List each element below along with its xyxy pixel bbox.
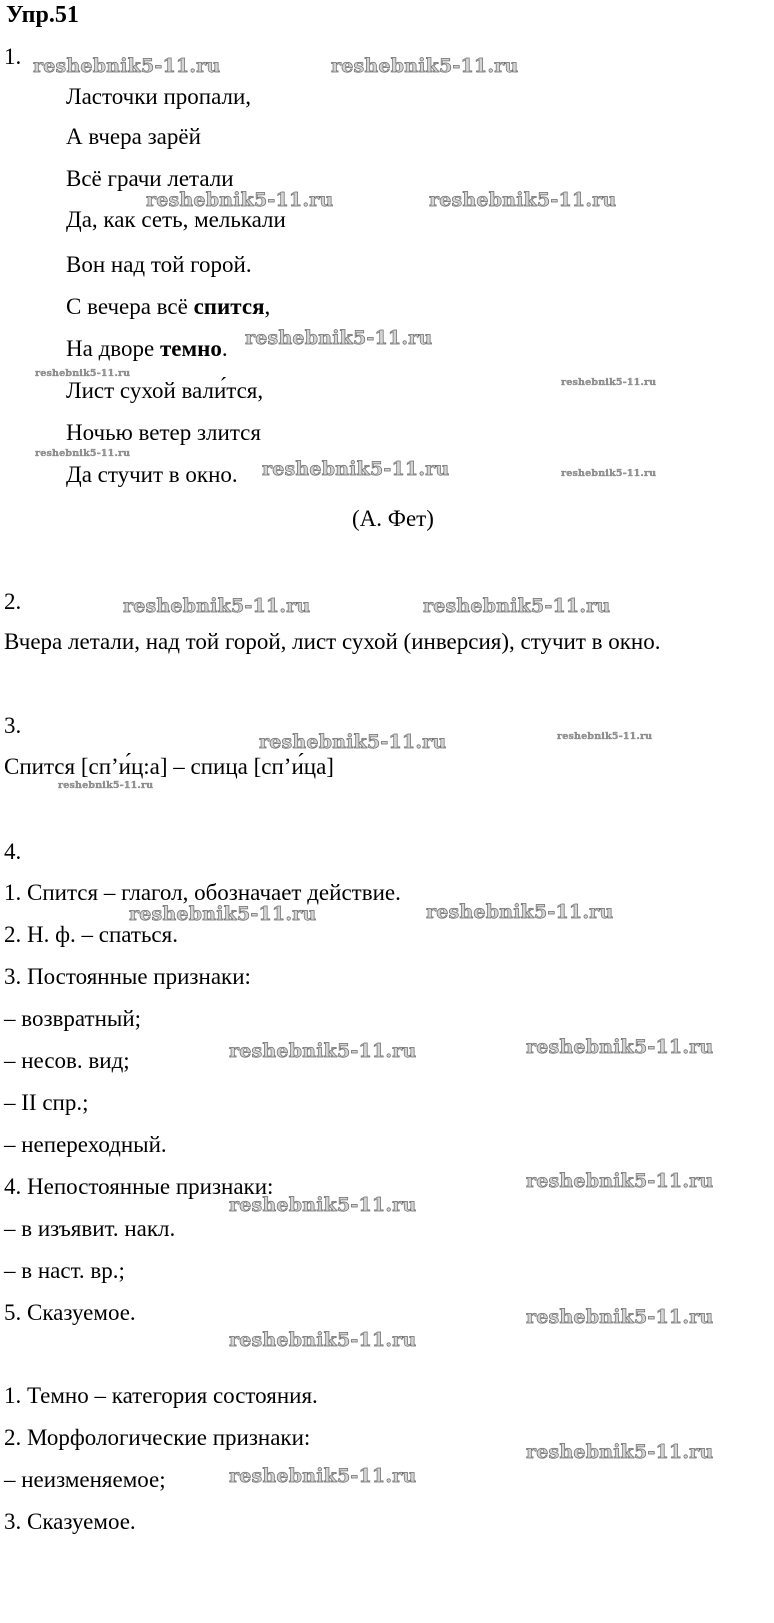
watermark: reshebnik5-11.ru: [526, 1170, 714, 1192]
poem-line: Ласточки пропали,: [66, 84, 252, 109]
watermark: reshebnik5-11.ru: [262, 458, 450, 480]
list-item: 3. Постоянные признаки:: [4, 964, 251, 989]
list-item: 2. Морфологические признаки:: [4, 1425, 311, 1450]
watermark: reshebnik5-11.ru: [331, 55, 519, 77]
list-item: – неизменяемое;: [4, 1467, 166, 1492]
section-3-number: 3.: [4, 713, 22, 738]
watermark: reshebnik5-11.ru: [561, 468, 657, 479]
list-item: 1. Темно – категория состояния.: [4, 1383, 318, 1408]
poem-line: Да, как сеть, мелькали: [66, 207, 286, 232]
watermark: reshebnik5-11.ru: [526, 1306, 714, 1328]
list-item: – II спр.;: [4, 1090, 89, 1115]
watermark: reshebnik5-11.ru: [557, 731, 653, 742]
list-item: – несов. вид;: [4, 1048, 130, 1073]
poem-line: Лист сухой вали́тся,: [66, 378, 264, 403]
watermark: reshebnik5-11.ru: [229, 1194, 417, 1216]
list-item: – в наст. вр.;: [4, 1258, 125, 1283]
watermark: reshebnik5-11.ru: [561, 377, 657, 388]
section-1-number: 1.: [4, 44, 22, 69]
list-item: – в изъявит. накл.: [4, 1216, 176, 1241]
list-item: – возвратный;: [4, 1006, 142, 1031]
section-4-number: 4.: [4, 839, 22, 864]
watermark: reshebnik5-11.ru: [33, 55, 221, 77]
section-2-text: Вчера летали, над той горой, лист сухой (инверсия), стучит в окно.: [4, 629, 661, 654]
list-item: 4. Непостоянные признаки:: [4, 1174, 274, 1199]
poem-line: А вчера зарёй: [66, 124, 201, 149]
list-item: 2. Н. ф. – спаться.: [4, 922, 178, 947]
section-2-number: 2.: [4, 589, 22, 614]
watermark: reshebnik5-11.ru: [526, 1036, 714, 1058]
poem-line: Ночью ветер злится: [66, 420, 261, 445]
poem-line: Вон над той горой.: [66, 252, 252, 277]
watermark: reshebnik5-11.ru: [146, 189, 334, 211]
poem-line: Всё грачи летали: [66, 166, 234, 191]
watermark: reshebnik5-11.ru: [123, 595, 311, 617]
section-3-text: Спится [сп’и́ц:а] – спица [сп’и́ца]: [4, 754, 334, 779]
watermark: reshebnik5-11.ru: [423, 595, 611, 617]
watermark: reshebnik5-11.ru: [229, 1465, 417, 1487]
list-item: – непереходный.: [4, 1132, 167, 1157]
watermark: reshebnik5-11.ru: [35, 368, 131, 379]
watermark: reshebnik5-11.ru: [129, 903, 317, 925]
list-item: 5. Сказуемое.: [4, 1300, 136, 1325]
watermark: reshebnik5-11.ru: [429, 189, 617, 211]
poem-author: (А. Фет): [352, 506, 434, 531]
watermark: reshebnik5-11.ru: [426, 901, 614, 923]
exercise-title: Упр.51: [6, 2, 79, 28]
watermark: reshebnik5-11.ru: [35, 448, 131, 459]
list-item: 1. Спится – глагол, обозначает действие.: [4, 880, 401, 905]
watermark: reshebnik5-11.ru: [245, 327, 433, 349]
poem-line: Да стучит в окно.: [66, 462, 238, 487]
highlight-word: темно: [159, 336, 222, 361]
poem-line: На дворе темно.: [66, 336, 228, 361]
watermark: reshebnik5-11.ru: [229, 1040, 417, 1062]
highlight-word: спится: [193, 294, 265, 319]
list-item: 3. Сказуемое.: [4, 1509, 136, 1534]
watermark: reshebnik5-11.ru: [58, 780, 154, 791]
watermark: reshebnik5-11.ru: [229, 1329, 417, 1351]
watermark: reshebnik5-11.ru: [526, 1441, 714, 1463]
poem-line: С вечера всё спится,: [66, 294, 271, 319]
watermark: reshebnik5-11.ru: [259, 731, 447, 753]
